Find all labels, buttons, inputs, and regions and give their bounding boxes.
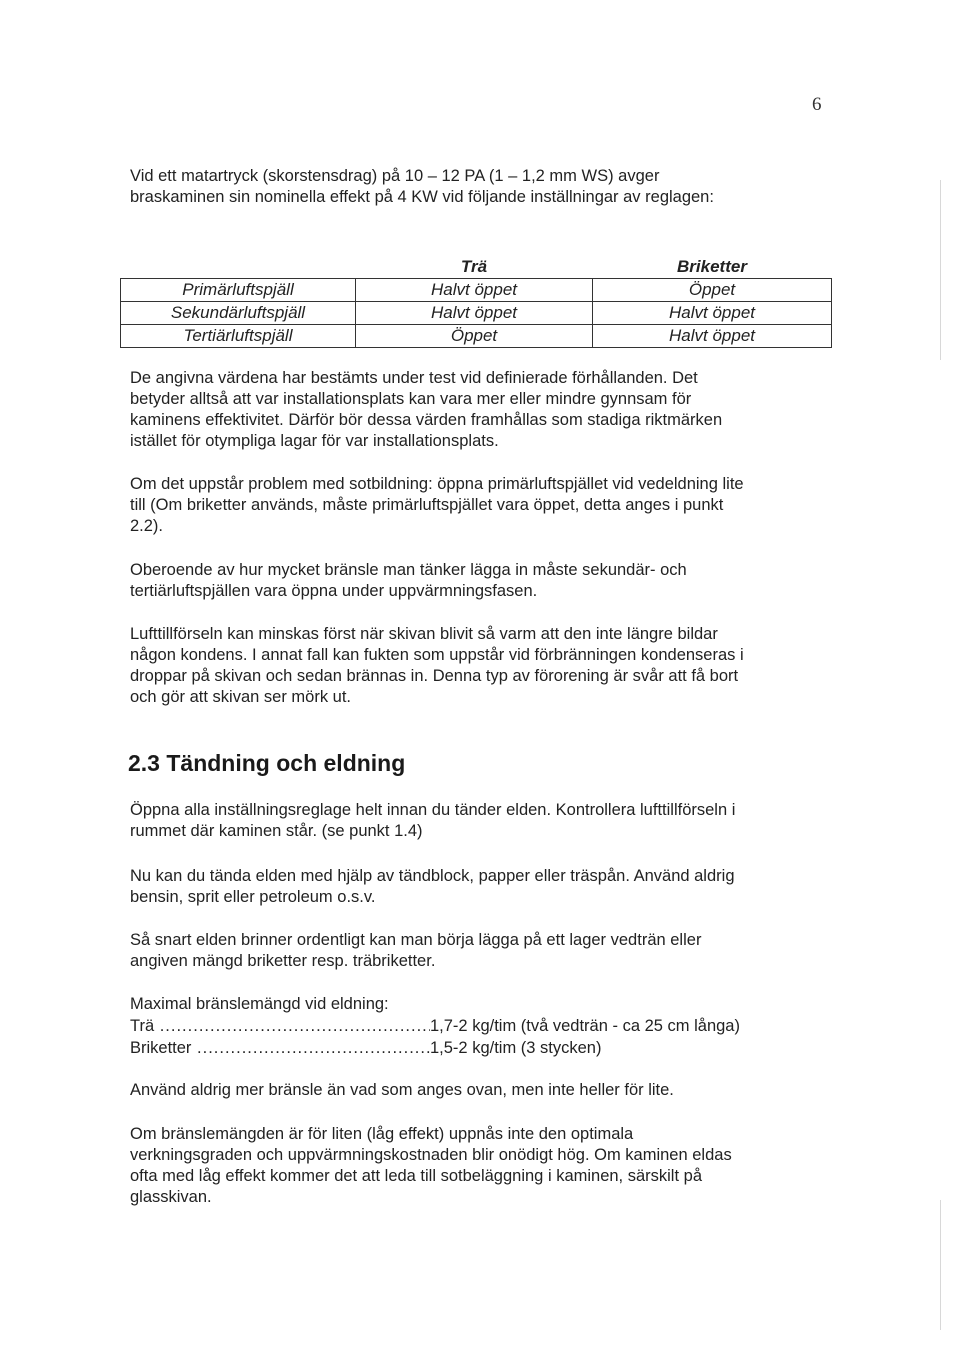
text-line: någon kondens. I annat fall kan fukten som uppstår vid förbränningen kondenseras i (130, 646, 744, 664)
low-fuel-paragraph (130, 1124, 830, 1208)
soot-paragraph (130, 474, 830, 537)
lighting-paragraph (130, 866, 830, 908)
fuel-name-text: Briketter (130, 1039, 192, 1057)
text-line: bensin, sprit eller petroleum o.s.v. (130, 888, 376, 906)
row-label-primary-damper: Primärluftspjäll (121, 279, 356, 302)
section-heading: 2.3 Tändning och eldning (128, 750, 406, 776)
scan-artifact (940, 180, 941, 360)
row-label-secondary-damper: Sekundärluftspjäll (121, 302, 356, 325)
max-fuel-list (130, 1015, 740, 1059)
table-row (121, 279, 832, 302)
cell-wood: Halvt öppet (356, 302, 593, 325)
text-line: 2.2). (130, 517, 164, 535)
text-line: istället för otympliga lagar för var installationsplats. (130, 432, 499, 450)
table-header-wood: Trä (460, 257, 488, 276)
row-label-tertiary-damper: Tertiärluftspjäll (121, 325, 356, 348)
table-row (121, 302, 832, 325)
text-line: kaminens effektivitet. Därför bör dessa värden framhållas som stadiga riktmärken (130, 411, 723, 429)
text-line: Så snart elden brinner ordentligt kan man börja lägga på ett lager vedträn eller (130, 931, 702, 949)
air-supply-paragraph (130, 624, 830, 708)
text-line: braskaminen sin nominella effekt på 4 KW vid följande inställningar av reglagen: (130, 188, 714, 206)
fuel-name-text: Trä (130, 1017, 155, 1035)
text-line: Lufttillförseln kan minskas först när skivan blivit så varm att den inte längre bildar (130, 625, 718, 643)
fuel-name (130, 1015, 430, 1037)
cell-wood: Öppet (356, 325, 593, 348)
cell-wood: Halvt öppet (356, 279, 593, 302)
text-line: Öppna alla inställningsreglage helt innan du tänder elden. Kontrollera lufttillförseln i (130, 801, 736, 819)
text-line: betyder alltså att var installationsplats kan vara mer eller mindre gynnsam för (130, 390, 692, 408)
table-header-row (121, 256, 832, 279)
text-line: droppar på skivan och sedan brännas in. Denna typ av förorening är svår att få bort (130, 667, 739, 685)
text-line: De angivna värdena har bestämts under test vid definierade förhållanden. Det (130, 369, 698, 387)
text-line: till (Om briketter används, måste primärluftspjället vara öppet, detta anges i punkt (130, 496, 724, 514)
text-line: ofta med låg effekt kommer det att leda till sotbeläggning i kaminen, särskilt på (130, 1167, 702, 1185)
text-line: Nu kan du tända elden med hjälp av tändblock, papper eller träspån. Använd aldrig (130, 867, 735, 885)
text-line: Använd aldrig mer bränsle än vad som anges ovan, men inte heller för lite. (130, 1081, 674, 1099)
table-header-empty (121, 256, 356, 279)
fuel-amount-paragraph (130, 560, 830, 602)
text-line: angiven mängd briketter resp. träbriketter. (130, 952, 436, 970)
fuel-value: 1,5-2 kg/tim (3 stycken) (430, 1039, 602, 1057)
text-line: rummet där kaminen står. (se punkt 1.4) (130, 822, 423, 840)
list-item (130, 1037, 740, 1059)
page-number: 6 (812, 94, 822, 115)
fuel-name (130, 1037, 430, 1059)
text-line: verkningsgraden och uppvärmningskostnaden blir onödigt hög. Om kaminen eldas (130, 1146, 732, 1164)
table-header-briquettes: Briketter (677, 257, 747, 276)
burning-paragraph (130, 930, 830, 972)
scan-artifact (940, 1200, 941, 1330)
text-line: Om det uppstår problem med sotbildning: öppna primärluftspjället vid vedeldning lite (130, 475, 744, 493)
table-row (121, 325, 832, 348)
values-paragraph (130, 368, 830, 452)
max-fuel-title (130, 994, 830, 1015)
damper-settings-table (120, 256, 832, 348)
text-line: Om bränslemängden är för liten (låg effekt) uppnås inte den optimala (130, 1125, 634, 1143)
fuel-value: 1,7-2 kg/tim (två vedträn - ca 25 cm långa) (430, 1017, 740, 1035)
cell-briquettes: Halvt öppet (593, 302, 832, 325)
text-line: tertiärluftspjällen vara öppna under uppvärmningsfasen. (130, 582, 538, 600)
list-item (130, 1015, 740, 1037)
text-line: Oberoende av hur mycket bränsle man tänker lägga in måste sekundär- och (130, 561, 687, 579)
open-controls-paragraph (130, 800, 830, 842)
text-line: glasskivan. (130, 1188, 212, 1206)
text-line: Vid ett matartryck (skorstensdrag) på 10 – 12 PA (1 – 1,2 mm WS) avger (130, 167, 660, 185)
never-more-paragraph (130, 1080, 830, 1101)
text-line: Maximal bränslemängd vid eldning: (130, 995, 389, 1013)
cell-briquettes: Halvt öppet (593, 325, 832, 348)
cell-briquettes: Öppet (593, 279, 832, 302)
text-line: och gör att skivan ser mörk ut. (130, 688, 352, 706)
intro-paragraph (130, 166, 830, 208)
